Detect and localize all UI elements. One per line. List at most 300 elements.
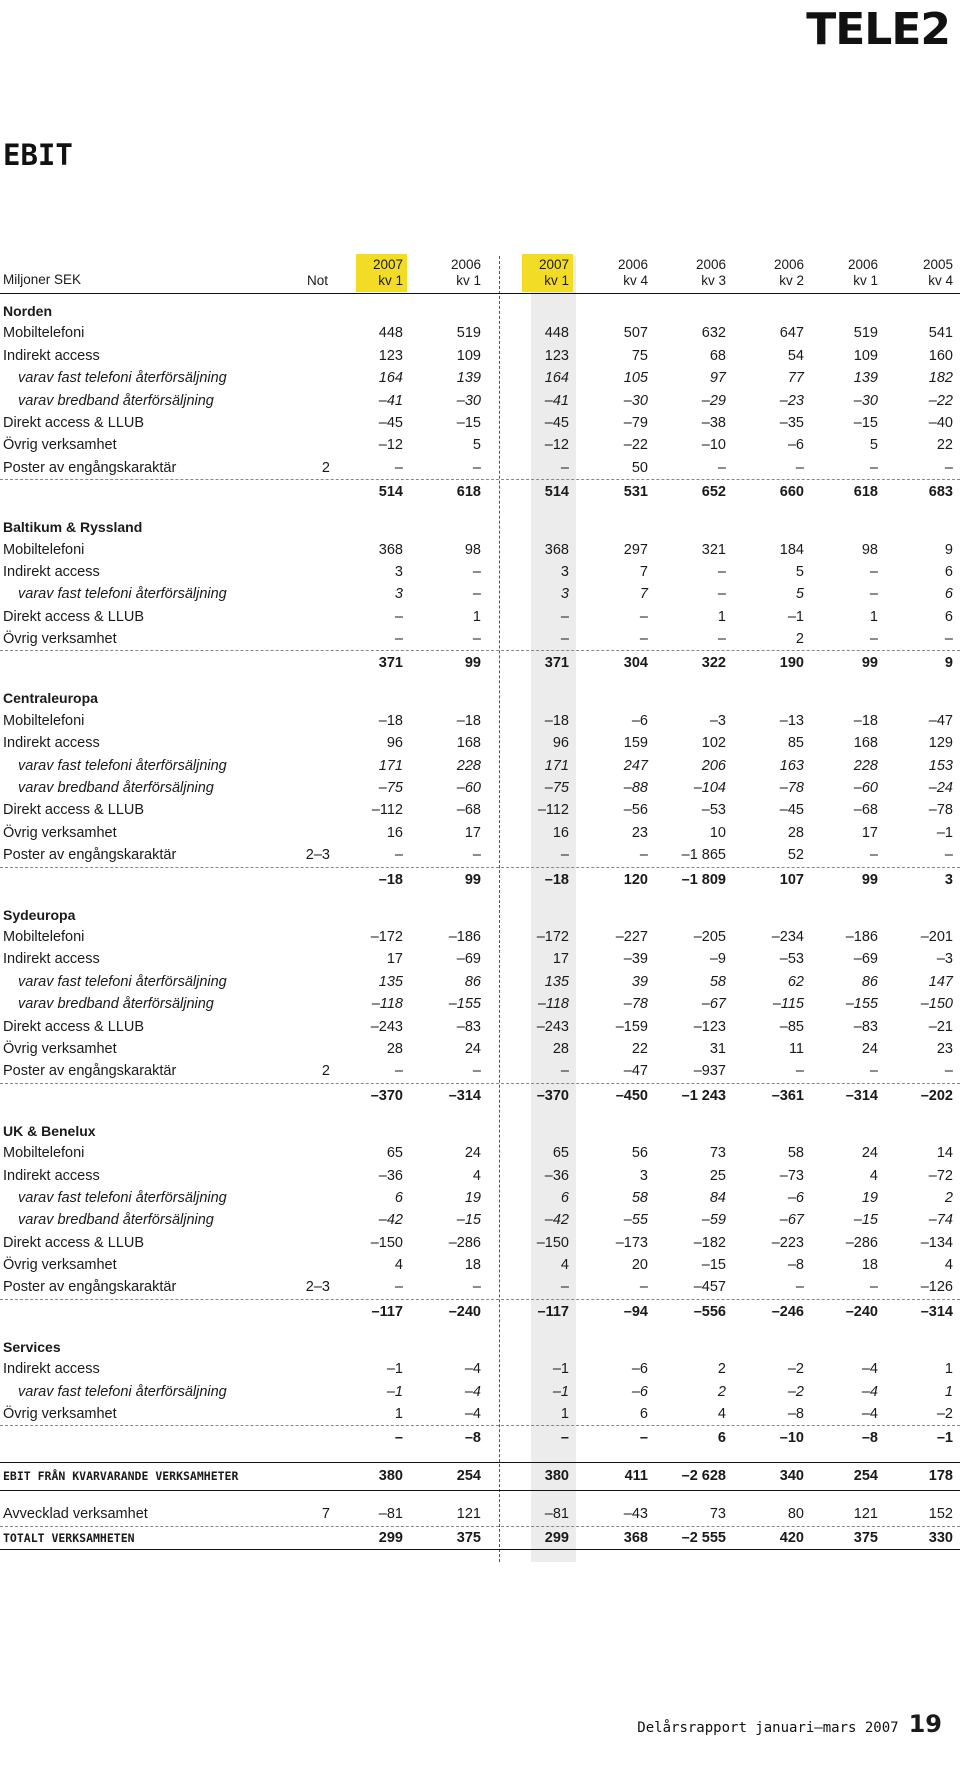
value-cell: 75 (631, 347, 648, 364)
value-cell: 4 (560, 1257, 569, 1274)
value-cell: – (472, 631, 481, 648)
value-cell: –115 (772, 996, 804, 1013)
value-cell: –12 (378, 437, 403, 454)
value-cell: – (472, 586, 481, 603)
value-cell: 96 (552, 735, 569, 752)
value-cell: –13 (779, 712, 804, 729)
row-note: 2 (321, 459, 330, 476)
value-cell: 6 (394, 1189, 403, 1206)
value-cell: –10 (779, 1430, 804, 1447)
value-cell: –286 (845, 1234, 878, 1251)
value-cell: 1 (560, 1406, 569, 1423)
value-cell: –10 (701, 437, 726, 454)
value-cell: 182 (928, 370, 953, 387)
unit-label: Miljoner SEK (3, 272, 82, 287)
section-total-row (0, 1426, 960, 1450)
value-cell: 77 (787, 370, 804, 387)
value-cell: 28 (787, 824, 804, 841)
value-cell: –35 (779, 414, 804, 431)
value-cell: –457 (693, 1279, 726, 1296)
column-quarter: kv 4 (623, 273, 648, 288)
value-cell: 330 (928, 1529, 953, 1546)
row-label: varav fast telefoni återförsäljning (18, 370, 227, 387)
value-cell: 2 (717, 1383, 726, 1400)
value-cell: –75 (544, 780, 569, 797)
value-cell: 9 (944, 655, 953, 672)
value-cell: 514 (378, 484, 403, 501)
value-cell: –2 (787, 1361, 804, 1378)
row-label: Mobiltelefoni (3, 325, 85, 342)
value-cell: –53 (779, 951, 804, 968)
row-label: TOTALT VERKSAMHETEN (3, 1530, 135, 1545)
value-cell: 80 (787, 1506, 804, 1523)
value-cell: –246 (771, 1303, 804, 1320)
value-cell: –40 (928, 414, 953, 431)
value-cell: 65 (552, 1145, 569, 1162)
value-cell: 507 (623, 325, 648, 342)
value-cell: –45 (779, 802, 804, 819)
row-label: Direkt access & LLUB (3, 608, 145, 625)
value-cell: –42 (544, 1212, 569, 1229)
value-cell: 448 (378, 325, 403, 342)
column-year: 2007 (538, 257, 569, 272)
value-cell: 85 (787, 735, 804, 752)
value-cell: 531 (623, 484, 648, 501)
section-heading (0, 904, 960, 926)
value-cell: –286 (448, 1234, 481, 1251)
value-cell: – (717, 563, 726, 580)
value-cell: 368 (544, 541, 569, 558)
value-cell: – (560, 1279, 569, 1296)
row-label: Indirekt access (3, 563, 100, 580)
value-cell: 4 (394, 1257, 403, 1274)
value-cell: –67 (701, 996, 726, 1013)
value-cell: –30 (853, 392, 878, 409)
value-cell: 618 (456, 484, 481, 501)
value-cell: 96 (386, 735, 403, 752)
spacer (0, 1450, 960, 1462)
value-cell: 5 (795, 586, 804, 603)
value-cell: 160 (928, 347, 953, 364)
value-cell: –47 (928, 712, 953, 729)
value-cell: 206 (701, 757, 726, 774)
value-cell: 153 (928, 757, 953, 774)
value-cell: –150 (370, 1234, 403, 1251)
row-label: Indirekt access (3, 1361, 100, 1378)
value-cell: –118 (537, 996, 569, 1013)
value-cell: – (639, 608, 648, 625)
value-cell: 1 (869, 608, 878, 625)
row-label: Mobiltelefoni (3, 712, 85, 729)
table-row (0, 1038, 960, 1060)
column-quarter: kv 1 (456, 273, 481, 288)
section-heading (0, 687, 960, 709)
value-cell: 56 (631, 1145, 648, 1162)
row-label: Mobiltelefoni (3, 1145, 85, 1162)
column-header (818, 257, 878, 289)
column-quarter: kv 1 (853, 273, 878, 288)
value-cell: 652 (701, 484, 726, 501)
column-header (509, 257, 569, 289)
value-cell: –38 (701, 414, 726, 431)
value-cell: –126 (920, 1279, 953, 1296)
value-cell: –18 (378, 871, 403, 888)
table-row (0, 1165, 960, 1187)
page-title: EBIT (3, 138, 73, 172)
value-cell: –41 (378, 392, 403, 409)
value-cell: –23 (779, 392, 804, 409)
value-cell: 99 (861, 655, 878, 672)
value-cell: 18 (464, 1257, 481, 1274)
header-rule (0, 293, 960, 294)
spacer (0, 1108, 960, 1120)
value-cell: 254 (853, 1468, 878, 1485)
value-cell: –201 (920, 928, 953, 945)
value-cell: – (472, 459, 481, 476)
value-cell: – (717, 631, 726, 648)
value-cell: –69 (456, 951, 481, 968)
value-cell: 147 (928, 973, 953, 990)
row-label: Indirekt access (3, 735, 100, 752)
value-cell: –243 (536, 1018, 569, 1035)
value-cell: –6 (631, 1361, 648, 1378)
value-cell: –39 (623, 951, 648, 968)
value-cell: –22 (928, 392, 953, 409)
column-year: 2006 (773, 257, 804, 272)
column-quarter: kv 4 (928, 273, 953, 288)
value-cell: –73 (779, 1167, 804, 1184)
row-label: Direkt access & LLUB (3, 1234, 145, 1251)
value-cell: 171 (544, 757, 569, 774)
value-cell: –155 (448, 996, 481, 1013)
value-cell: 58 (631, 1189, 648, 1206)
row-label: Poster av engångskaraktär (3, 1279, 177, 1296)
value-cell: 5 (869, 437, 878, 454)
value-cell: –18 (544, 871, 569, 888)
value-cell: 109 (853, 347, 878, 364)
row-label: varav fast telefoni återförsäljning (18, 1383, 227, 1400)
value-cell: –67 (779, 1212, 804, 1229)
value-cell: –18 (853, 712, 878, 729)
value-cell: –150 (920, 996, 953, 1013)
table-row (0, 822, 960, 844)
table-row (0, 1209, 960, 1231)
ebit-continuing-row (0, 1462, 960, 1491)
value-cell: – (944, 459, 953, 476)
row-note: 2 (321, 1063, 330, 1080)
value-cell: –36 (378, 1167, 403, 1184)
row-label: Övrig verksamhet (3, 1406, 117, 1423)
value-cell: 168 (853, 735, 878, 752)
value-cell: –8 (787, 1257, 804, 1274)
value-cell: 618 (853, 484, 878, 501)
table-row (0, 367, 960, 389)
table-row (0, 390, 960, 412)
column-header (744, 257, 804, 289)
value-cell: 184 (779, 541, 804, 558)
row-label: EBIT FRÅN KVARVARANDE VERKSAMHETER (3, 1469, 239, 1484)
value-cell: 97 (709, 370, 726, 387)
column-header (588, 257, 648, 289)
value-cell: –24 (928, 780, 953, 797)
value-cell: 121 (853, 1506, 878, 1523)
value-cell: –68 (853, 802, 878, 819)
value-cell: 6 (944, 586, 953, 603)
value-cell: 54 (787, 347, 804, 364)
row-label: varav bredband återförsäljning (18, 780, 214, 797)
row-label: Övrig verksamhet (3, 437, 117, 454)
value-cell: 6 (944, 563, 953, 580)
value-cell: 1 (394, 1406, 403, 1423)
value-cell: –1 (552, 1383, 569, 1400)
value-cell: 3 (560, 586, 569, 603)
value-cell: –22 (623, 437, 648, 454)
value-cell: 178 (928, 1468, 953, 1485)
row-label: Övrig verksamhet (3, 1040, 117, 1057)
value-cell: –1 (552, 1361, 569, 1378)
row-label: varav fast telefoni återförsäljning (18, 1189, 227, 1206)
value-cell: –4 (861, 1383, 878, 1400)
value-cell: 2 (795, 631, 804, 648)
value-cell: 420 (779, 1529, 804, 1546)
value-cell: –937 (693, 1063, 726, 1080)
value-cell: –223 (771, 1234, 804, 1251)
value-cell: –15 (853, 1212, 878, 1229)
section-name: Services (3, 1338, 61, 1355)
table-row (0, 583, 960, 605)
value-cell: –18 (456, 712, 481, 729)
table-row (0, 1060, 960, 1083)
section-total-row (0, 480, 960, 504)
value-cell: –314 (448, 1087, 481, 1104)
value-cell: – (394, 1063, 403, 1080)
value-cell: – (394, 1430, 403, 1447)
value-cell: –117 (371, 1303, 403, 1320)
spacer (0, 1491, 960, 1503)
spacer (0, 504, 960, 516)
not-label: Not (306, 273, 328, 288)
value-cell: 5 (472, 437, 481, 454)
value-cell: – (560, 1063, 569, 1080)
value-cell: –60 (853, 780, 878, 797)
row-label: varav bredband återförsäljning (18, 996, 214, 1013)
row-label: Indirekt access (3, 347, 100, 364)
row-label: Direkt access & LLUB (3, 414, 145, 431)
value-cell: 380 (378, 1468, 403, 1485)
value-cell: – (795, 459, 804, 476)
column-header (666, 257, 726, 289)
value-cell: –361 (771, 1087, 804, 1104)
value-cell: 102 (701, 735, 726, 752)
value-cell: 99 (464, 655, 481, 672)
value-cell: 299 (378, 1529, 403, 1546)
value-cell: –3 (709, 712, 726, 729)
page-footer (637, 1710, 942, 1738)
value-cell: 164 (378, 370, 403, 387)
value-cell: –9 (709, 951, 726, 968)
section-name: Norden (3, 303, 52, 319)
table-row (0, 434, 960, 456)
value-cell: 98 (861, 541, 878, 558)
value-cell: –117 (537, 1303, 569, 1320)
value-cell: 190 (779, 655, 804, 672)
value-cell: 23 (936, 1040, 953, 1057)
section-heading (0, 516, 960, 538)
value-cell: –6 (787, 1189, 804, 1206)
value-cell: – (869, 563, 878, 580)
value-cell: 247 (623, 757, 648, 774)
value-cell: 58 (709, 973, 726, 990)
value-cell: – (717, 459, 726, 476)
value-cell: –4 (861, 1406, 878, 1423)
value-cell: –1 809 (681, 871, 726, 888)
table-row (0, 606, 960, 628)
value-cell: –81 (378, 1506, 403, 1523)
value-cell: –118 (371, 996, 403, 1013)
value-cell: –8 (464, 1430, 481, 1447)
value-cell: 14 (936, 1145, 953, 1162)
value-cell: –43 (623, 1506, 648, 1523)
row-note: 7 (321, 1506, 330, 1523)
column-quarter: kv 3 (701, 273, 726, 288)
table-row (0, 1232, 960, 1254)
value-cell: 62 (787, 973, 804, 990)
value-cell: 375 (456, 1529, 481, 1546)
value-cell: – (560, 459, 569, 476)
value-cell: –83 (853, 1018, 878, 1035)
section-total-row (0, 651, 960, 675)
section-heading (0, 1120, 960, 1142)
table-row (0, 561, 960, 583)
value-cell: – (394, 631, 403, 648)
value-cell: 171 (378, 757, 403, 774)
value-cell: 304 (623, 655, 648, 672)
value-cell: 19 (464, 1189, 481, 1206)
value-cell: –150 (536, 1234, 569, 1251)
value-cell: –240 (448, 1303, 481, 1320)
value-cell: 297 (623, 541, 648, 558)
value-cell: 375 (853, 1529, 878, 1546)
table-row (0, 799, 960, 821)
value-cell: –42 (378, 1212, 403, 1229)
value-cell: –234 (771, 928, 804, 945)
value-cell: –8 (787, 1406, 804, 1423)
value-cell: 7 (639, 563, 648, 580)
value-cell: 73 (709, 1145, 726, 1162)
value-cell: –1 (386, 1383, 403, 1400)
value-cell: 17 (386, 951, 403, 968)
table-row (0, 1187, 960, 1209)
value-cell: 24 (861, 1145, 878, 1162)
value-cell: –81 (544, 1506, 569, 1523)
value-cell: 6 (639, 1406, 648, 1423)
value-cell: –205 (693, 928, 726, 945)
row-label: Poster av engångskaraktär (3, 847, 177, 864)
row-label: varav bredband återförsäljning (18, 1212, 214, 1229)
row-label: varav fast telefoni återförsäljning (18, 586, 227, 603)
table-row (0, 1142, 960, 1164)
value-cell: –56 (623, 802, 648, 819)
value-cell: 23 (631, 824, 648, 841)
value-cell: – (944, 1063, 953, 1080)
table-row (0, 710, 960, 732)
value-cell: –94 (623, 1303, 648, 1320)
value-cell: 159 (623, 735, 648, 752)
table-row (0, 1016, 960, 1038)
value-cell: – (472, 847, 481, 864)
value-cell: –47 (623, 1063, 648, 1080)
value-cell: –1 (936, 1430, 953, 1447)
value-cell: –45 (378, 414, 403, 431)
value-cell: –1 865 (681, 847, 726, 864)
value-cell: –18 (378, 712, 403, 729)
value-cell: –112 (371, 802, 403, 819)
value-cell: –2 (787, 1383, 804, 1400)
row-label: varav bredband återförsäljning (18, 392, 214, 409)
value-cell: –4 (464, 1383, 481, 1400)
value-cell: 322 (701, 655, 726, 672)
value-cell: – (560, 631, 569, 648)
tele2-logo: TELE2 (806, 4, 950, 55)
column-header (893, 257, 953, 289)
value-cell: –556 (693, 1303, 726, 1320)
table-row (0, 844, 960, 867)
value-cell: 299 (544, 1529, 569, 1546)
column-quarter: kv 1 (544, 273, 569, 288)
value-cell: 123 (378, 347, 403, 364)
value-cell: –83 (456, 1018, 481, 1035)
value-cell: –2 555 (681, 1529, 726, 1546)
value-cell: – (560, 608, 569, 625)
value-cell: – (639, 631, 648, 648)
value-cell: –8 (861, 1430, 878, 1447)
value-cell: 228 (456, 757, 481, 774)
column-year: 2007 (372, 257, 403, 272)
table-row (0, 971, 960, 993)
value-cell: 368 (623, 1529, 648, 1546)
spacer (0, 1324, 960, 1336)
value-cell: 84 (709, 1189, 726, 1206)
value-cell: 3 (944, 871, 953, 888)
value-cell: 22 (936, 437, 953, 454)
column-header (343, 257, 403, 289)
row-label: varav fast telefoni återförsäljning (18, 757, 227, 774)
row-label: Direkt access & LLUB (3, 1018, 145, 1035)
value-cell: – (472, 1063, 481, 1080)
value-cell: 105 (623, 370, 648, 387)
value-cell: – (472, 563, 481, 580)
value-cell: –18 (544, 712, 569, 729)
value-cell: – (560, 847, 569, 864)
value-cell: 371 (378, 655, 403, 672)
row-note: 2–3 (305, 847, 330, 864)
value-cell: –12 (544, 437, 569, 454)
value-cell: – (869, 1063, 878, 1080)
value-cell: –15 (456, 1212, 481, 1229)
value-cell: 135 (544, 973, 569, 990)
value-cell: 120 (623, 871, 648, 888)
value-cell: 135 (378, 973, 403, 990)
value-cell: 58 (787, 1145, 804, 1162)
section-total-row (0, 868, 960, 892)
value-cell: 99 (464, 871, 481, 888)
value-cell: 3 (560, 563, 569, 580)
table-row (0, 1381, 960, 1403)
section-total-row (0, 1084, 960, 1108)
value-cell: –15 (701, 1257, 726, 1274)
footer-text: Delårsrapport januari–mars 2007 (637, 1720, 899, 1736)
column-quarter: kv 1 (378, 273, 403, 288)
